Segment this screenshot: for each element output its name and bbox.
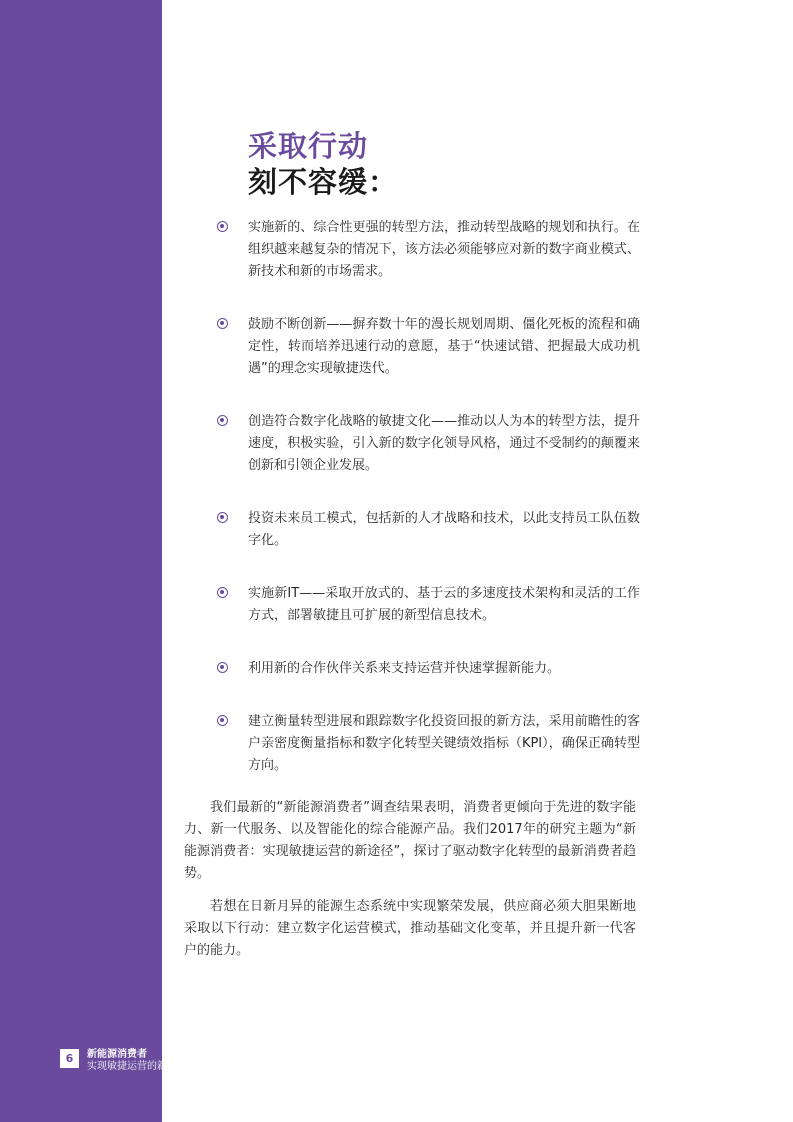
list-item-text: 鼓励不断创新——摒弃数十年的漫长规划周期、僵化死板的流程和确定性，转而培养迅速行动的意愿，基于“快速试错、把握最大成功机遇”的理念实现敏捷迭代。	[248, 317, 640, 376]
bullet-icon	[217, 512, 228, 523]
list-item-text: 建立衡量转型进展和跟踪数字化投资回报的新方法，采用前瞻性的客户亲密度衡量指标和数字化转型关键绩效指标（KPI），确保正确转型方向。	[248, 714, 640, 773]
list-item-text: 利用新的合作伙伴关系来支持运营并快速掌握新能力。	[248, 661, 561, 676]
page-heading	[248, 128, 398, 200]
body-paragraph: 若想在日新月异的能源生态系统中实现繁荣发展，供应商必须大胆果断地采取以下行动：建立数字化运营模式，推动基础文化变革，并且提升新一代客户的能力。	[184, 899, 636, 958]
list-item-text: 实施新IT——采取开放式的、基于云的多速度技术架构和灵活的工作方式，部署敏捷且可扩展的新型信息技术。	[248, 586, 640, 623]
bullet-icon	[217, 318, 228, 329]
page-number: 6	[60, 1049, 79, 1068]
list-item	[216, 711, 640, 777]
list-item	[216, 411, 640, 477]
sidebar-band	[0, 0, 162, 1122]
footer-title: 新能源消费者	[87, 1049, 147, 1060]
list-item-text: 投资未来员工模式，包括新的人才战略和技术，以此支持员工队伍数字化。	[248, 511, 640, 548]
list-item	[216, 658, 640, 680]
action-list	[216, 217, 640, 777]
bullet-icon	[217, 587, 228, 598]
list-item	[216, 314, 640, 380]
body-paragraph: 我们最新的“新能源消费者”调查结果表明，消费者更倾向于先进的数字能力、新一代服务、以及智能化的综合能源产品。我们2017年的研究主题为“新能源消费者：实现敏捷运营的新途径”，探讨了驱动数字化转型的最新消费者趋势。	[184, 800, 636, 881]
heading-line-2: 刻不容缓：	[248, 165, 399, 199]
bullet-icon	[217, 662, 228, 673]
list-item	[216, 508, 640, 552]
bullet-icon	[217, 715, 228, 726]
list-item-text: 创造符合数字化战略的敏捷文化——推动以人为本的转型方法，提升速度，积极实验，引入新的数字化领导风格，通过不受制约的颠覆来创新和引领企业发展。	[248, 414, 640, 473]
bullet-icon	[217, 221, 228, 232]
list-item	[216, 217, 640, 283]
heading-line-1: 采取行动	[248, 129, 369, 163]
bullet-icon	[217, 415, 228, 426]
list-item	[216, 583, 640, 627]
footer-subtitle: 实现敏捷运营的新途径	[87, 1061, 187, 1072]
body-text	[184, 797, 636, 962]
list-item-text: 实施新的、综合性更强的转型方法，推动转型战略的规划和执行。在组织越来越复杂的情况下，该方法必须能够应对新的数字商业模式、新技术和新的市场需求。	[248, 220, 640, 279]
